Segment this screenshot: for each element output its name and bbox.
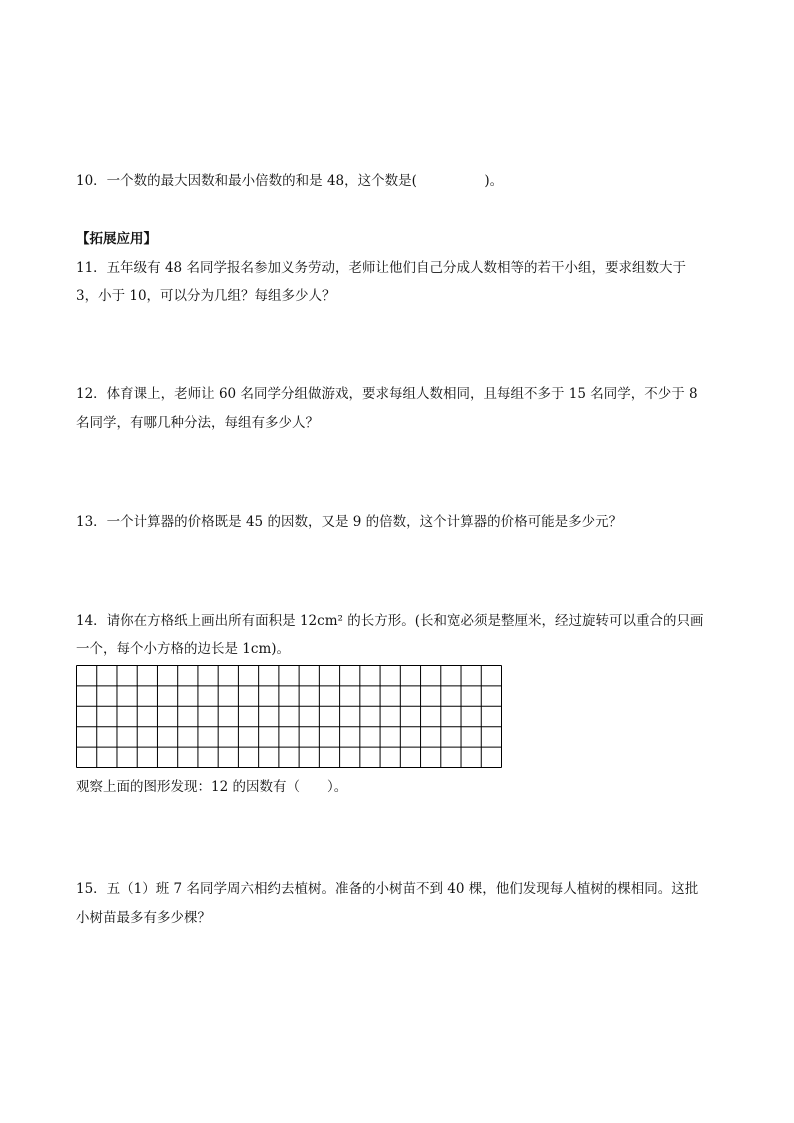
- grid-paper: [76, 665, 502, 768]
- q10-text: 10．一个数的最大因数和最小倍数的和是 48，这个数是( )。: [76, 173, 504, 189]
- q15-line2: 小树苗最多有多少棵？: [76, 910, 211, 926]
- q15-line1: 15．五（1）班 7 名同学周六相约去植树。准备的小树苗不到 40 棵，他们发现每人植树的棵相同。这批: [76, 881, 699, 897]
- q14-line1: 14．请你在方格纸上画出所有面积是 12cm² 的长方形。(长和宽必须是整厘米，经过旋转可以重合的只画: [76, 613, 704, 629]
- q12-line1: 12．体育课上，老师让 60 名同学分组做游戏，要求每组人数相同，且每组不多于 15 名同学，不少于 8: [76, 386, 698, 402]
- q11-line2: 3，小于 10，可以分为几组？每组多少人？: [76, 288, 336, 304]
- q14-line2: 一个，每个小方格的边长是 1cm)。: [76, 641, 291, 657]
- q12-line2: 名同学，有哪几种分法，每组有多少人？: [76, 415, 319, 431]
- q14-observe: 观察上面的图形发现：12 的因数有（ ）。: [76, 779, 348, 795]
- grid-svg: [76, 665, 502, 768]
- section-title: 【拓展应用】: [76, 231, 157, 247]
- q11-line1: 11．五年级有 48 名同学报名参加义务劳动，老师让他们自己分成人数相等的若干小组，要求组数大于: [76, 260, 686, 276]
- q13-text: 13．一个计算器的价格既是 45 的因数，又是 9 的倍数，这个计算器的价格可能是多少元？: [76, 514, 623, 530]
